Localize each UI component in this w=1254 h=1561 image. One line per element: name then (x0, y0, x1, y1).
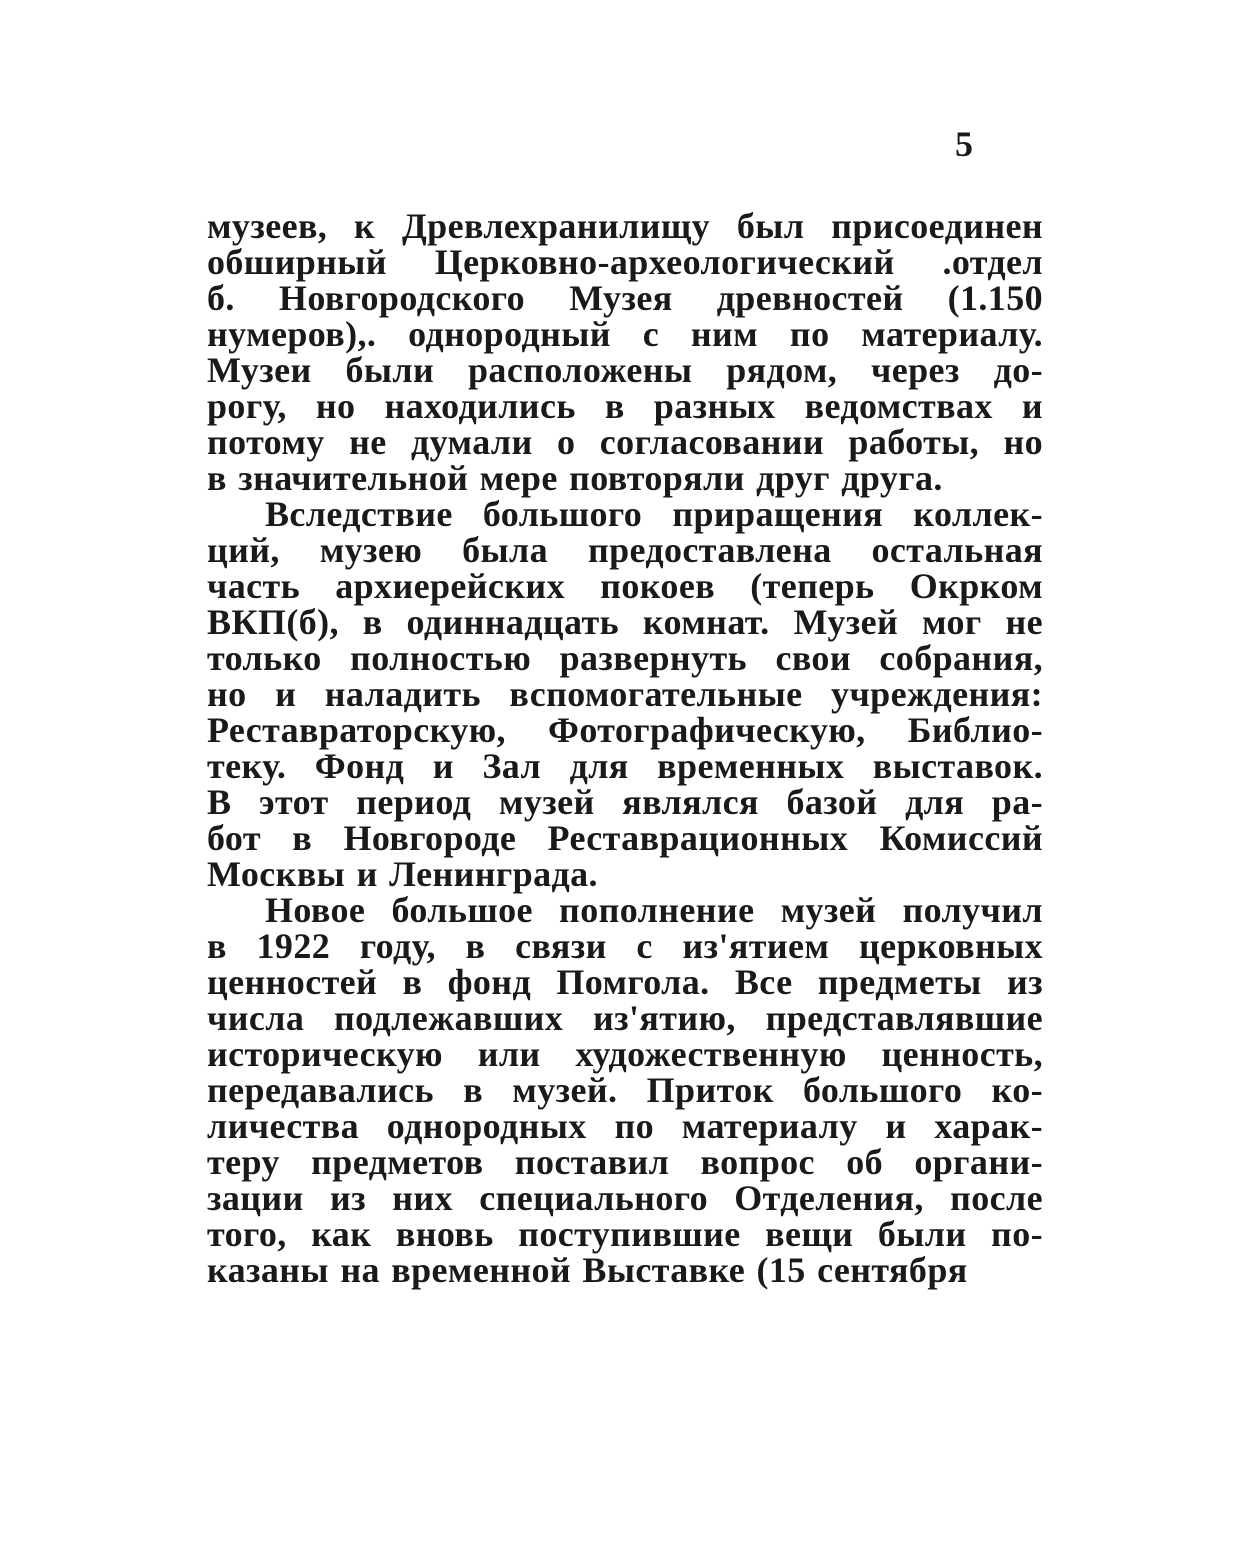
text-line: рогу, но находились в разных ведомствах и (207, 386, 1043, 426)
text-line: музеев, к Древлехранилищу был присоединен (207, 206, 1043, 246)
text-line: потому не думали о согласовании работы, но (207, 422, 1043, 462)
text-line: того, как вновь поступившие вещи были по- (207, 1214, 1043, 1254)
text-line: ВКП(б), в одиннадцать комнат. Музей мог не (207, 602, 1043, 642)
text-line: теру предметов поставил вопрос об органи- (207, 1142, 1043, 1182)
text-line: бот в Новгороде Реставрационных Комиссий (207, 818, 1043, 858)
text-line: личества однородных по материалу и харак- (207, 1106, 1043, 1146)
paragraph (207, 892, 1043, 1288)
text-line: нумеров),. однородный с ним по материалу. (207, 314, 1043, 354)
text-line: только полностью развернуть свои собрания, (207, 638, 1043, 678)
text-line: казаны на временной Выставке (15 сентября (207, 1250, 968, 1290)
paragraph (207, 208, 1043, 496)
text-line: часть архиерейских покоев (теперь Окрком (207, 566, 1043, 606)
text-line: передавались в музей. Приток большого ко- (207, 1070, 1043, 1110)
text-line: Новое большое пополнение музей получил (265, 890, 1043, 930)
text-line: Вследствие большого приращения коллек- (265, 494, 1043, 534)
page-number: 5 (955, 124, 973, 164)
body-text (207, 208, 1043, 1288)
text-line: числа подлежавших из'ятию, представлявшие (207, 998, 1043, 1038)
text-line: теку. Фонд и Зал для временных выставок. (207, 746, 1043, 786)
text-line: ций, музею была предоставлена остальная (207, 530, 1043, 570)
text-line: В этот период музей являлся базой для ра- (207, 782, 1043, 822)
text-line: в значительной мере повторяли друг друга. (207, 458, 943, 498)
paragraph (207, 496, 1043, 892)
text-line: б. Новгородского Музея древностей (1.150 (207, 278, 1043, 318)
text-line: Реставраторскую, Фотографическую, Библио- (207, 710, 1043, 750)
text-line: историческую или художественную ценность, (207, 1034, 1043, 1074)
text-line: но и наладить вспомогательные учреждения: (207, 674, 1043, 714)
text-line: ценностей в фонд Помгола. Все предметы из (207, 962, 1043, 1002)
text-line: Москвы и Ленинграда. (207, 854, 598, 894)
text-line: Музеи были расположены рядом, через до- (207, 350, 1043, 390)
text-line: обширный Церковно-археологический .отдел (207, 242, 1043, 282)
text-line: зации из них специального Отделения, после (207, 1178, 1043, 1218)
text-line: в 1922 году, в связи с из'ятием церковных (207, 926, 1043, 966)
